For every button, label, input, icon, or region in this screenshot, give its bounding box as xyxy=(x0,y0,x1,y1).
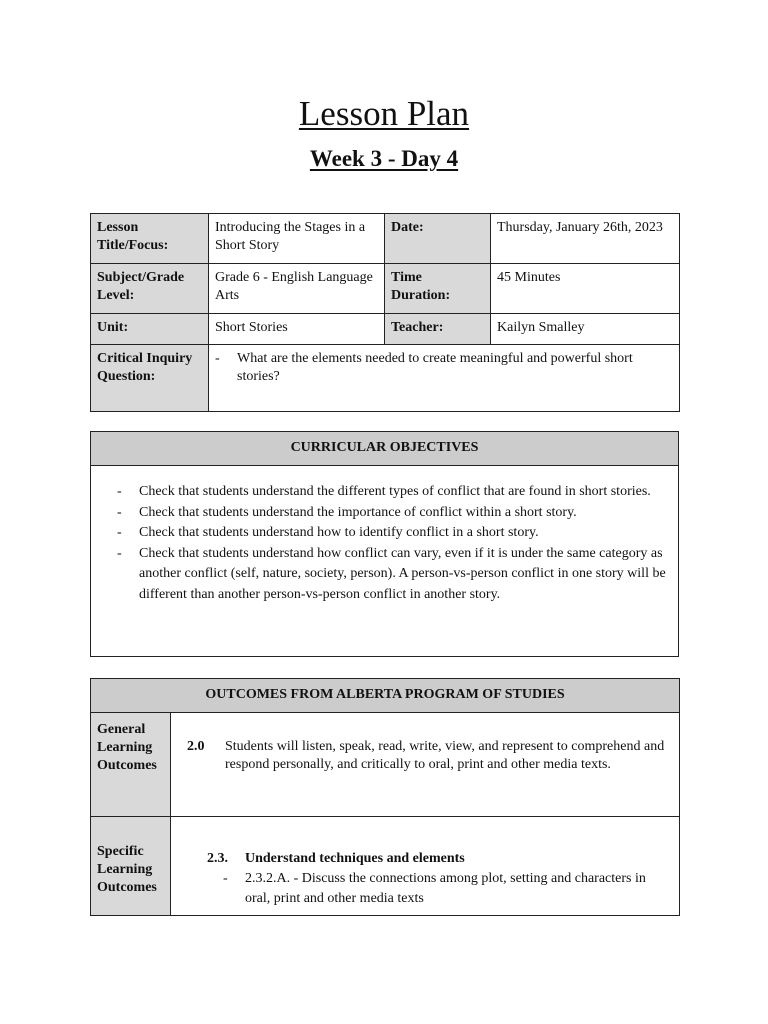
inquiry-item xyxy=(215,350,673,386)
objective-text: Check that students understand the importance of conflict within a short story. xyxy=(139,504,577,520)
list-item xyxy=(117,482,668,503)
objective-text: Check that students understand the different types of conflict that are found in short stories. xyxy=(139,484,651,499)
dash-bullet: - xyxy=(117,504,122,520)
subject-value: Grade 6 - English Language Arts xyxy=(209,264,385,314)
lesson-title-value: Introducing the Stages in a Short Story xyxy=(209,214,385,264)
list-item xyxy=(117,544,668,606)
outcomes-table xyxy=(90,678,680,916)
teacher-value: Kailyn Smalley xyxy=(491,314,680,345)
inquiry-label: Critical Inquiry Question: xyxy=(91,345,209,412)
objective-text: Check that students understand how to identify conflict in a short story. xyxy=(139,525,539,540)
time-value: 45 Minutes xyxy=(491,264,680,314)
specific-outcomes-cell xyxy=(171,817,680,916)
curricular-objectives-table xyxy=(90,431,679,657)
general-outcome-code: 2.0 xyxy=(187,739,205,754)
general-outcomes-label: General Learning Outcomes xyxy=(91,713,171,817)
time-label: Time Duration: xyxy=(385,264,491,314)
list-item xyxy=(117,523,668,544)
specific-outcome-item: 2.3.2.A. - Discuss the connections among plot, setting and characters in oral, print and other media texts xyxy=(245,871,646,906)
inquiry-value: What are the elements needed to create meaningful and powerful short stories? xyxy=(237,351,633,384)
dash-bullet: - xyxy=(215,351,220,366)
dash-bullet: - xyxy=(117,545,122,561)
inquiry-cell xyxy=(209,345,680,412)
list-item xyxy=(117,503,668,524)
dash-bullet: - xyxy=(117,484,122,499)
dash-bullet: - xyxy=(223,871,228,886)
page-title: Lesson Plan xyxy=(298,94,470,133)
specific-outcome-code: 2.3. xyxy=(207,851,228,866)
list-item xyxy=(177,869,673,909)
dash-bullet: - xyxy=(117,525,122,540)
specific-outcome-heading: Understand techniques and elements xyxy=(245,851,465,866)
subject-label: Subject/Grade Level: xyxy=(91,264,209,314)
objective-text: Check that students understand how conflict can vary, even if it is under the same category as another conflict (self, nature, society, person). A person-vs-person conflict in one story will be different than another person-vs-person conflict in another story. xyxy=(139,545,666,602)
lesson-title-label: Lesson Title/Focus: xyxy=(91,214,209,264)
date-label: Date: xyxy=(385,214,491,264)
general-outcomes-cell xyxy=(171,713,680,817)
unit-value: Short Stories xyxy=(209,314,385,345)
lesson-info-table xyxy=(90,213,680,412)
outcomes-heading: OUTCOMES FROM ALBERTA PROGRAM OF STUDIES xyxy=(91,679,680,713)
teacher-label: Teacher: xyxy=(385,314,491,345)
general-outcome-text: Students will listen, speak, read, write, view, and represent to comprehend and respond personally, and critically to oral, print and other media texts. xyxy=(225,739,665,772)
specific-outcomes-label: Specific Learning Outcomes xyxy=(91,817,171,916)
objectives-heading: CURRICULAR OBJECTIVES xyxy=(91,432,679,466)
unit-label: Unit: xyxy=(91,314,209,345)
page-subtitle: Week 3 - Day 4 xyxy=(309,146,459,171)
objectives-list xyxy=(91,466,679,657)
date-value: Thursday, January 26th, 2023 xyxy=(491,214,680,264)
